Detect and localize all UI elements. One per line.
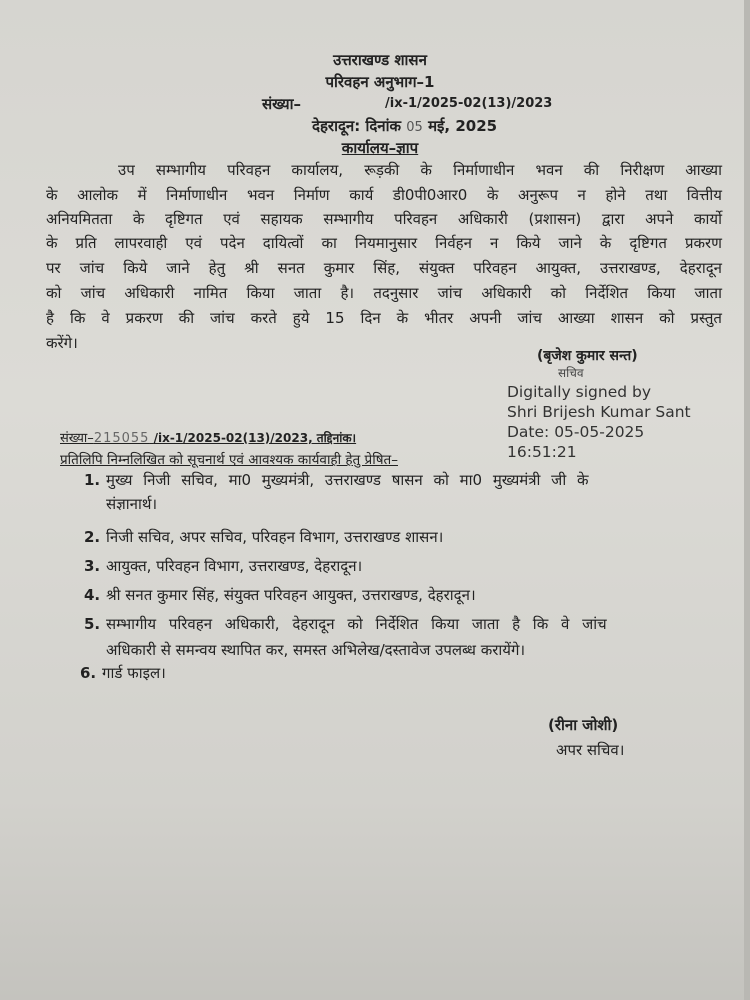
number-value: /ix-1/2025-02(13)/2023 [385,96,553,111]
date-handwritten: 05 [406,120,423,135]
item-number: 5. [84,615,101,633]
paper-edge [744,0,750,1000]
item-text: श्री सनत कुमार सिंह, संयुक्त परिवहन आयुक्त, उत्तराखण्ड, देहरादून। [106,586,476,604]
item-text: गार्ड फाइल। [102,664,166,682]
body-line: उप सम्भागीय परिवहन कार्यालय, रूड़की के निर्माणाधीन भवन की निरीक्षण आख्या [118,161,722,179]
copy-list-item [84,470,589,490]
body-line: पर जांच किये जाने हेतु श्री सनत कुमार सिंह, संयुक्त परिवहन आयुक्त, उत्तराखण्ड, देहरादून [46,259,722,277]
item-text: आयुक्त, परिवहन विभाग, उत्तराखण्ड, देहरादून। [106,557,363,575]
copy-list-item [84,527,443,547]
item-number: 2. [84,528,101,546]
govt-heading: उत्तराखण्ड शासन [333,51,427,69]
place-date-label: देहरादून: दिनांक [312,117,402,135]
copy-list-item [84,585,476,605]
body-line: अनियमितता के दृष्टिगत एवं सहायक सम्भागीय परिवहन अधिकारी (प्रशासन) द्वारा अपने कार्यो [46,210,722,228]
item-number: 4. [84,586,101,604]
copy-number-handwritten: 215055 [93,431,150,446]
copy-list-item [84,614,607,634]
copy-number-label: संख्या– [60,431,94,446]
body-line: के आलोक में निर्माणाधीन भवन निर्माण कार्य डी0पी0आर0 के अनुरूप न होने तथा वित्तीय [46,186,722,204]
item-text: निजी सचिव, अपर सचिव, परिवहन विभाग, उत्तराखण्ड शासन। [106,528,444,546]
second-signatory-name: (रीना जोशी) [548,716,619,734]
second-signatory-designation: अपर सचिव। [556,741,625,759]
date-rest: मई, 2025 [428,117,498,135]
body-line: को जांच अधिकारी नामित किया जाता है। तदनुसार जांच अधिकारी को निर्देशित किया जाता [46,284,722,302]
section-heading: परिवहन अनुभाग–1 [325,73,435,91]
copy-list-item [80,663,166,683]
digital-signature-line: Shri Brijesh Kumar Sant [507,403,691,421]
copy-intro: प्रतिलिपि निम्नलिखित को सूचनार्थ एवं आवश्यक कार्यवाही हेतु प्रेषित– [60,452,398,468]
item-text: मुख्य निजी सचिव, मा0 मुख्यमंत्री, उत्तराखण्ड षासन को मा0 मुख्यमंत्री जी के [106,471,589,489]
signatory-name: (बृजेश कुमार सन्त) [537,348,638,364]
digital-signature-line: Digitally signed by [507,383,652,401]
digital-signature-date: Date: 05-05-2025 [507,423,645,441]
document-title: कार्यालय–ज्ञाप [341,139,419,157]
copy-list-item-continuation: संज्ञानार्थ। [106,495,158,513]
number-label: संख्या– [262,95,302,113]
body-line: है कि वे प्रकरण की जांच करते हुये 15 दिन के भीतर अपनी जांच आख्या शासन को प्रस्तुत [46,309,722,327]
body-line: करेंगे। [46,334,78,352]
item-text: सम्भागीय परिवहन अधिकारी, देहरादून को निर्देशित किया जाता है कि वे जांच [106,615,607,633]
item-number: 3. [84,557,101,575]
place-date [312,116,497,136]
item-number: 6. [80,664,97,682]
copy-list-item-continuation: अधिकारी से समन्वय स्थापित कर, समस्त अभिलेख/दस्तावेज उपलब्ध करायेंगे। [106,641,526,659]
copy-number-rest: /ix-1/2025-02(13)/2023, तद्दिनांक। [153,431,357,445]
copy-number [60,428,356,446]
digital-signature-time: 16:51:21 [507,443,577,461]
signatory-designation: सचिव [558,366,584,380]
item-number: 1. [84,471,101,489]
body-line: के प्रति लापरवाही एवं पदेन दायित्वों का नियमानुसार निर्वहन न किये जाने के दृष्टिगत प्रकरण [46,234,722,252]
copy-list-item [84,556,362,576]
